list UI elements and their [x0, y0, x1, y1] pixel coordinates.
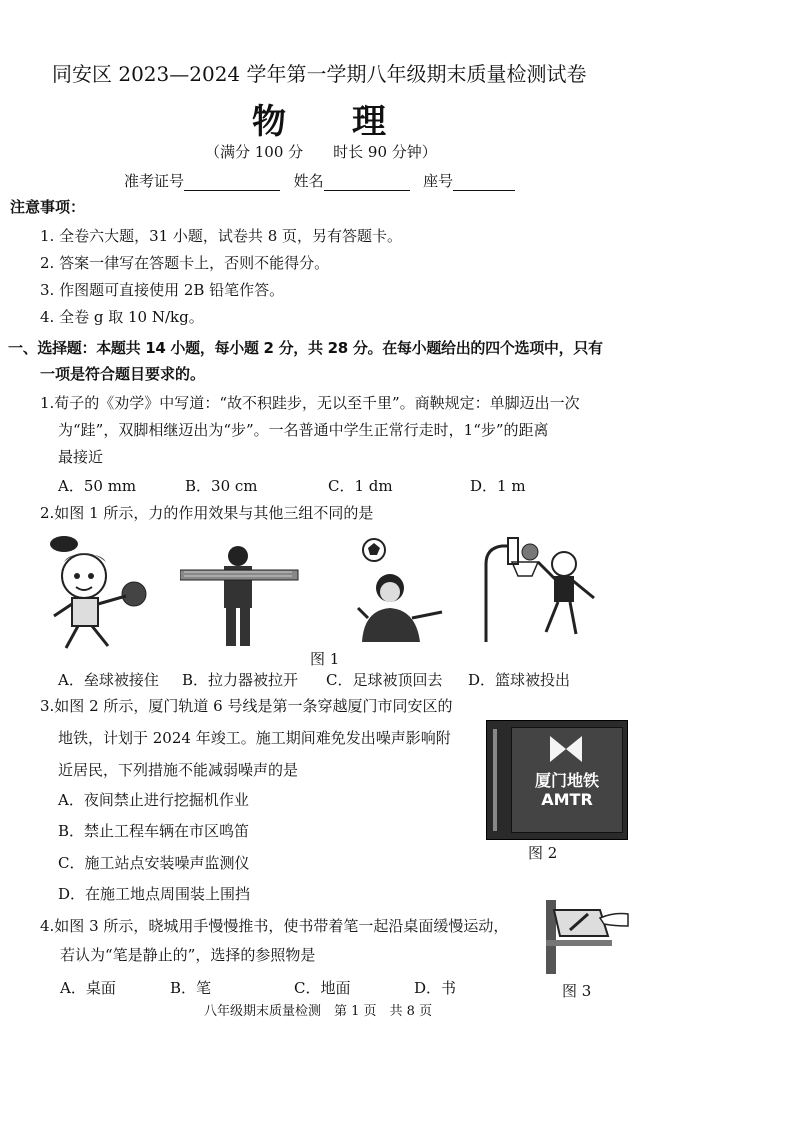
exam-info: （满分 100 分 时长 90 分钟）: [205, 143, 437, 161]
q2-stem: 2.如图 1 所示，力的作用效果与其他三组不同的是: [40, 504, 374, 522]
q3-stem-line3: 近居民，下列措施不能减弱噪声的是: [58, 761, 299, 779]
q2-option-a: A．垒球被接住: [58, 671, 159, 689]
exam-title: 同安区 2023—2024 学年第一学期八年级期末质量检测试卷: [52, 62, 587, 86]
seat-label: 座号: [423, 172, 454, 190]
q1-stem-line3: 最接近: [58, 448, 104, 466]
q2-option-c: C．足球被顶回去: [326, 671, 443, 689]
q4-option-d: D．书: [414, 979, 457, 997]
soccer-header-image: [352, 538, 452, 648]
q4-option-b: B．笔: [170, 979, 212, 997]
q3-option-c: C．施工站点安装噪声监测仪: [58, 854, 250, 872]
section1-heading-line2: 一项是符合题目要求的。: [40, 365, 206, 383]
candidate-fields: [124, 171, 515, 191]
note-item-1: 1. 全卷六大题，31 小题，试卷共 8 页，另有答题卡。: [40, 227, 403, 245]
q1-stem-line2: 为“跬”，双脚相继迈出为“步”。一名普通中学生正常行走时，1“步”的距离: [58, 421, 549, 439]
softball-catch-image: [44, 532, 154, 654]
q1-option-c: C．1 dm: [328, 477, 393, 495]
chest-expander-image: [180, 544, 300, 648]
q3-option-d: D．在施工地点周围装上围挡: [58, 885, 251, 903]
metro-sign-text: 厦门地铁: [534, 771, 599, 790]
note-item-4: 4. 全卷 g 取 10 N/kg。: [40, 308, 204, 326]
q2-option-d: D．篮球被投出: [468, 671, 571, 689]
figure1-caption: 图 1: [310, 650, 340, 668]
q4-option-c: C．地面: [294, 979, 351, 997]
q1-option-d: D．1 m: [470, 477, 526, 495]
name-label: 姓名: [293, 172, 324, 190]
page-footer: 八年级期末质量检测 第 1 页 共 8 页: [204, 1004, 433, 1019]
exam-number-label: 准考证号: [124, 172, 185, 190]
metro-logo-icon: [546, 734, 586, 764]
q3-option-b: B．禁止工程车辆在市区鸣笛: [58, 822, 250, 840]
q2-option-b: B．拉力器被拉开: [182, 671, 299, 689]
note-item-3: 3. 作图题可直接使用 2B 铅笔作答。: [40, 281, 285, 299]
q4-stem-line1: 4.如图 3 所示，晓城用手慢慢推书，使书带着笔一起沿桌面缓慢运动，: [40, 917, 509, 935]
q4-stem-line2: 若认为“笔是静止的”，选择的参照物是: [60, 946, 316, 964]
figure3-caption: 图 3: [562, 982, 592, 1000]
exam-number-blank: [184, 174, 280, 191]
q3-stem-line2: 地铁，计划于 2024 年竣工。施工期间难免发出噪声影响附: [58, 729, 451, 747]
xiamen-metro-photo: [486, 720, 628, 840]
q1-option-a: A．50 mm: [58, 477, 137, 495]
note-item-2: 2. 答案一律写在答题卡上，否则不能得分。: [40, 254, 330, 272]
section1-heading-line1: 一、选择题：本题共 14 小题，每小题 2 分，共 28 分。在每小题给出的四个选项中，只有: [8, 339, 603, 357]
q1-option-b: B．30 cm: [185, 477, 258, 495]
book-push-image: [542, 896, 632, 976]
metro-sign-abbrev: AMTR: [541, 790, 593, 809]
subject-char-1: 物: [252, 102, 288, 142]
subject-char-2: 理: [352, 102, 388, 142]
q3-option-a: A．夜间禁止进行挖掘机作业: [58, 791, 249, 809]
q1-stem-line1: 1.荀子的《劝学》中写道：“故不积跬步，无以至千里”。商鞅规定：单脚迈出一次: [40, 394, 580, 412]
seat-blank: [453, 174, 515, 191]
q4-option-a: A．桌面: [60, 979, 116, 997]
basketball-shot-image: [476, 534, 606, 644]
figure2-caption: 图 2: [528, 844, 558, 862]
name-blank: [324, 174, 410, 191]
q3-stem-line1: 3.如图 2 所示，厦门轨道 6 号线是第一条穿越厦门市同安区的: [40, 697, 453, 715]
notes-heading: 注意事项：: [10, 198, 86, 216]
